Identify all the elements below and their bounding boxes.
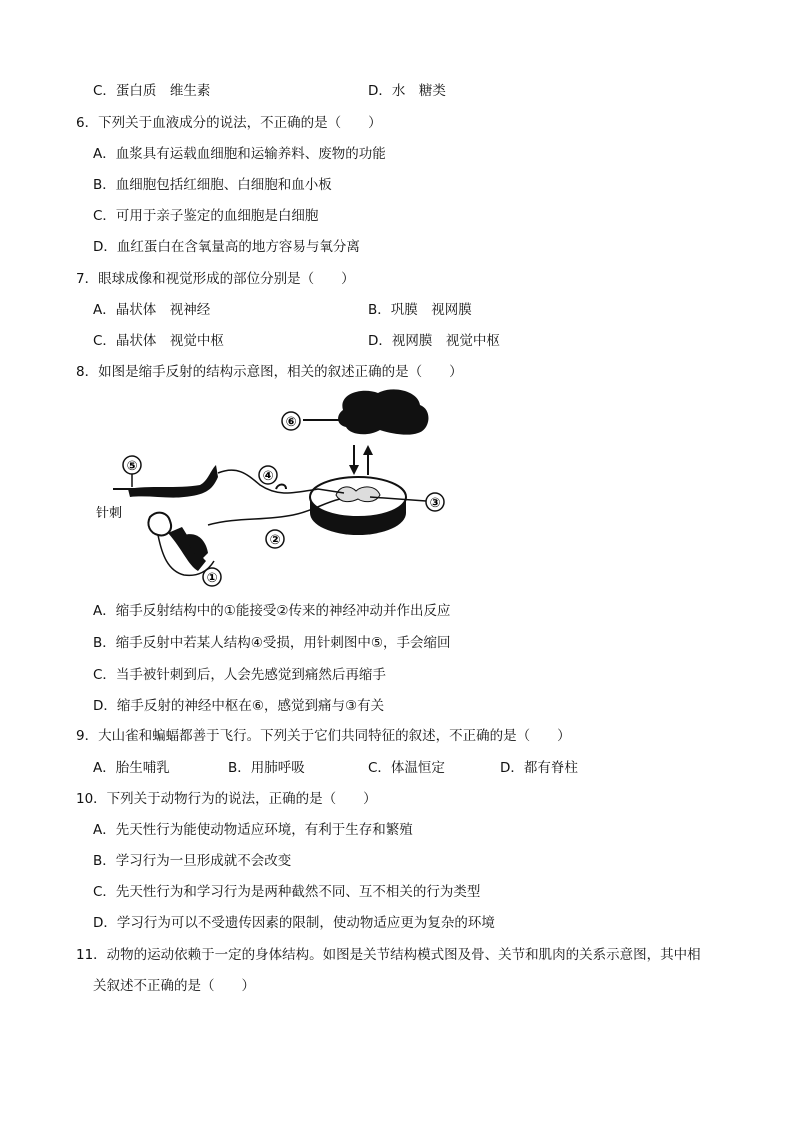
q11-stem-line1: 11．动物的运动依赖于一定的身体结构。如图是关节结构模式图及骨、关节和肌肉的关系示意图，其中相 xyxy=(76,947,701,963)
q9-option-a: A．胎生哺乳 xyxy=(93,760,170,776)
q8-option-a: A．缩手反射结构中的①能接受②传来的神经冲动并作出反应 xyxy=(93,603,451,619)
q8-stem: 8．如图是缩手反射的结构示意图，相关的叙述正确的是（ ） xyxy=(76,364,463,380)
q7-option-d: D．视网膜 视觉中枢 xyxy=(368,333,500,349)
q7-option-b: B．巩膜 视网膜 xyxy=(368,302,472,318)
q6-option-a: A．血浆具有运载血细胞和运输养料、废物的功能 xyxy=(93,146,386,162)
label-5: ⑤ xyxy=(126,459,138,474)
q6-option-c: C．可用于亲子鉴定的血细胞是白细胞 xyxy=(93,208,319,224)
q10-stem: 10．下列关于动物行为的说法，正确的是（ ） xyxy=(76,791,377,807)
gray-matter xyxy=(336,487,380,502)
q5-option-c: C．蛋白质 维生素 xyxy=(93,83,211,99)
q11-stem-line2: 关叙述不正确的是（ ） xyxy=(93,978,255,994)
label-2: ② xyxy=(269,533,281,548)
q9-option-c: C．体温恒定 xyxy=(368,760,445,776)
reflex-arc-figure xyxy=(88,385,468,595)
q7-option-a: A．晶状体 视神经 xyxy=(93,302,211,318)
q6-stem: 6．下列关于血液成分的说法，不正确的是（ ） xyxy=(76,115,382,131)
q7-option-c: C．晶状体 视觉中枢 xyxy=(93,333,224,349)
q8-option-b: B．缩手反射中若某人结构④受损，用针刺图中⑤，手会缩回 xyxy=(93,635,451,651)
q10-option-c: C．先天性行为和学习行为是两种截然不同、互不相关的行为类型 xyxy=(93,884,481,900)
q9-option-d: D．都有脊柱 xyxy=(500,760,578,776)
q10-option-a: A．先天性行为能使动物适应环境，有利于生存和繁殖 xyxy=(93,822,413,838)
q9-option-b: B．用肺呼吸 xyxy=(228,760,305,776)
hand-shape xyxy=(148,513,171,536)
q7-stem: 7．眼球成像和视觉形成的部位分别是（ ） xyxy=(76,271,355,287)
q6-option-b: B．血细胞包括红细胞、白细胞和血小板 xyxy=(93,177,332,193)
label-6: ⑥ xyxy=(285,415,297,430)
q5-option-d: D．水 糖类 xyxy=(368,83,446,99)
label-3: ③ xyxy=(429,496,441,511)
q9-stem: 9．大山雀和蝙蝠都善于飞行。下列关于它们共同特征的叙述，不正确的是（ ） xyxy=(76,728,571,744)
q8-option-c: C．当手被针刺到后，人会先感觉到痛然后再缩手 xyxy=(93,667,386,683)
q10-option-b: B．学习行为一旦形成就不会改变 xyxy=(93,853,292,869)
needle-text: 针刺 xyxy=(96,506,123,521)
q6-option-d: D．血红蛋白在含氧量高的地方容易与氧分离 xyxy=(93,239,360,255)
arrow-up-head xyxy=(363,445,373,455)
q8-option-d: D．缩手反射的神经中枢在⑥，感觉到痛与③有关 xyxy=(93,698,385,714)
forearm-top xyxy=(128,465,218,498)
arrow-down-head xyxy=(349,465,359,475)
ganglion xyxy=(276,485,286,490)
label-4: ④ xyxy=(262,469,274,484)
q10-option-d: D．学习行为可以不受遗传因素的限制，使动物适应更为复杂的环境 xyxy=(93,915,495,931)
label-1: ① xyxy=(206,571,218,586)
brain-shape xyxy=(338,389,428,434)
